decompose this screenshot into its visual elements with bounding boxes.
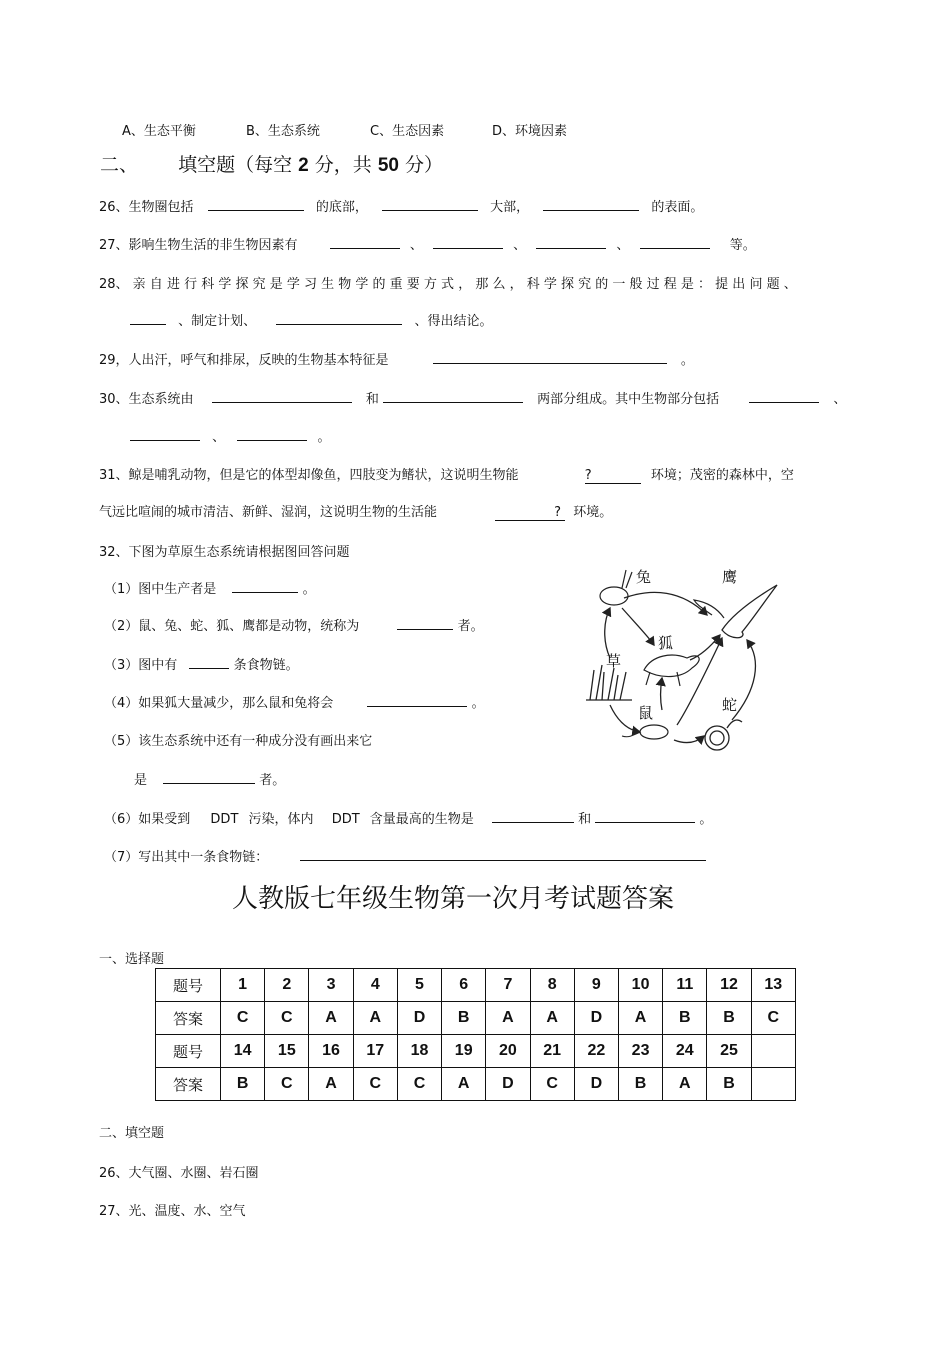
q31-text-b: 环境；茂密的森林中，空 bbox=[650, 468, 794, 483]
q32-s3-blank[interactable] bbox=[189, 654, 229, 669]
q26-text-b: 的底部， bbox=[315, 200, 368, 215]
question-27 bbox=[99, 234, 756, 253]
q32-sub-1 bbox=[104, 578, 316, 597]
q32-s2-blank[interactable] bbox=[397, 615, 453, 630]
table-cell: B bbox=[442, 1002, 486, 1035]
q29-blank[interactable] bbox=[433, 349, 667, 364]
table-cell: 10 bbox=[618, 969, 662, 1002]
option-b: B、生态系统 bbox=[246, 124, 320, 139]
q32-s4-text: （4）如果狐大量减少，那么鼠和兔将会 bbox=[104, 696, 334, 711]
table-cell: 5 bbox=[397, 969, 441, 1002]
table-cell: A bbox=[663, 1068, 707, 1101]
q30-blank-5[interactable] bbox=[237, 426, 307, 441]
table-cell: 15 bbox=[265, 1035, 309, 1068]
table-cell: C bbox=[751, 1002, 795, 1035]
q27-sep-3: 、 bbox=[616, 238, 630, 253]
rabbit-label: 兔 bbox=[636, 568, 652, 586]
rabbit-figure bbox=[600, 570, 632, 605]
table-cell: 8 bbox=[530, 969, 574, 1002]
snake-figure bbox=[705, 720, 742, 750]
q32-sub-5: （5）该生态系统中还有一种成分没有画出来它 bbox=[104, 734, 373, 749]
table-cell bbox=[751, 1068, 795, 1101]
q27-blank-1[interactable] bbox=[330, 234, 400, 249]
table-cell: D bbox=[574, 1002, 618, 1035]
table-cell: 19 bbox=[442, 1035, 486, 1068]
table-cell: C bbox=[530, 1068, 574, 1101]
q32-s6-ddt-1: DDT bbox=[210, 812, 239, 827]
q32-sub-4 bbox=[104, 692, 485, 711]
grass-figure bbox=[586, 665, 632, 700]
q32-s2-text: （2）鼠、兔、蛇、狐、鹰都是动物，统称为 bbox=[104, 619, 360, 634]
table-cell: 9 bbox=[574, 969, 618, 1002]
option-c: C、生态因素 bbox=[370, 124, 445, 139]
food-web-diagram bbox=[582, 560, 782, 760]
q32-s3-end: 条食物链。 bbox=[233, 658, 299, 673]
section2-total: 50 bbox=[377, 155, 399, 176]
table-cell: D bbox=[397, 1002, 441, 1035]
arrow-mouse-snake bbox=[674, 736, 704, 743]
q31-line1 bbox=[99, 464, 794, 484]
table-cell: C bbox=[397, 1068, 441, 1101]
table-cell: D bbox=[574, 1068, 618, 1101]
table-cell: 18 bbox=[397, 1035, 441, 1068]
q30-blank-2[interactable] bbox=[383, 388, 523, 403]
q32-s6-blank-2[interactable] bbox=[595, 808, 695, 823]
q32-s6-and: 和 bbox=[578, 812, 592, 827]
q32-intro: 32、下图为草原生态系统请根据图回答问题 bbox=[99, 545, 350, 560]
q32-s6-text-c: 污染，体内 bbox=[248, 812, 314, 827]
snake-label: 蛇 bbox=[722, 696, 738, 714]
eagle-label: 鹰 bbox=[722, 568, 738, 586]
table-cell: 23 bbox=[618, 1035, 662, 1068]
table-cell: B bbox=[618, 1068, 662, 1101]
row-label: 答案 bbox=[156, 1002, 221, 1035]
q30-blank-4[interactable] bbox=[130, 426, 200, 441]
q32-s4-blank[interactable] bbox=[367, 692, 467, 707]
table-row bbox=[156, 1068, 796, 1101]
q28-blank-1[interactable] bbox=[130, 310, 166, 325]
table-cell: 20 bbox=[486, 1035, 530, 1068]
arrow-rabbit-fox bbox=[622, 608, 654, 645]
table-cell: B bbox=[707, 1002, 751, 1035]
table-cell: C bbox=[221, 1002, 265, 1035]
q29-end: 。 bbox=[680, 353, 694, 368]
table-cell: 12 bbox=[707, 969, 751, 1002]
section2-title: 填空题（每空 bbox=[178, 154, 293, 176]
table-row bbox=[156, 1035, 796, 1068]
table-cell: A bbox=[309, 1068, 353, 1101]
question-29 bbox=[99, 349, 694, 368]
table-cell: 14 bbox=[221, 1035, 265, 1068]
q32-s2-end: 者。 bbox=[457, 619, 484, 634]
q32-sub-6 bbox=[104, 808, 712, 827]
q27-blank-2[interactable] bbox=[433, 234, 503, 249]
q32-s7-text: （7）写出其中一条食物链： bbox=[104, 850, 269, 865]
q31-blank-2[interactable] bbox=[495, 505, 565, 521]
q32-s1-text: （1）图中生产者是 bbox=[104, 582, 217, 597]
q26-text-a: 26、生物圈包括 bbox=[99, 200, 194, 215]
table-cell: 11 bbox=[663, 969, 707, 1002]
arrow-mouse-eagle bbox=[677, 638, 722, 725]
fox-label: 狐 bbox=[658, 634, 674, 652]
answer-27: 27、光、温度、水、空气 bbox=[99, 1204, 246, 1219]
answer-title: 人教版七年级生物第一次月考试题答案 bbox=[232, 884, 675, 914]
table-cell: 7 bbox=[486, 969, 530, 1002]
q30-blank-1[interactable] bbox=[212, 388, 352, 403]
q28-end: 、得出结论。 bbox=[414, 314, 493, 329]
table-cell: C bbox=[265, 1002, 309, 1035]
question-30 bbox=[99, 388, 846, 407]
q30-end: 。 bbox=[317, 430, 331, 445]
q27-blank-4[interactable] bbox=[640, 234, 710, 249]
q32-s6-ddt-2: DDT bbox=[331, 812, 360, 827]
table-cell: A bbox=[486, 1002, 530, 1035]
q26-blank-3[interactable] bbox=[543, 196, 639, 211]
table-cell: B bbox=[221, 1068, 265, 1101]
section2-points: 2 bbox=[298, 155, 309, 176]
q26-text-d: 的表面。 bbox=[651, 200, 704, 215]
q27-sep-2: 、 bbox=[513, 238, 527, 253]
q31-mark-2: ? bbox=[554, 505, 562, 520]
row-label: 题号 bbox=[156, 969, 221, 1002]
section2-number: 二、 bbox=[100, 154, 139, 176]
table-cell: C bbox=[265, 1068, 309, 1101]
q32-s6-text-a: （6）如果受到 bbox=[104, 812, 191, 827]
q28-line2 bbox=[130, 310, 492, 329]
q32-s1-blank[interactable] bbox=[232, 578, 298, 593]
q30-line2 bbox=[130, 426, 330, 445]
grass-label: 草 bbox=[606, 652, 622, 670]
option-d: D、环境因素 bbox=[492, 124, 568, 139]
q32-sub-2 bbox=[104, 615, 484, 634]
q32-s3-text: （3）图中有 bbox=[104, 658, 178, 673]
question-26 bbox=[99, 196, 703, 215]
mouse-label: 鼠 bbox=[638, 704, 654, 722]
table-row bbox=[156, 1002, 796, 1035]
q32-s6-text-e: 含量最高的生物是 bbox=[369, 812, 474, 827]
q32-sub-5-line2 bbox=[134, 769, 285, 788]
q26-text-c: 大部， bbox=[490, 200, 530, 215]
table-cell: B bbox=[707, 1068, 751, 1101]
eagle-figure bbox=[694, 585, 777, 638]
table-cell: 25 bbox=[707, 1035, 751, 1068]
table-cell: A bbox=[442, 1068, 486, 1101]
answer-section-1: 一、选择题 bbox=[99, 952, 165, 967]
table-row bbox=[156, 969, 796, 1002]
q31-mark-1: ? bbox=[584, 468, 592, 483]
table-cell: 24 bbox=[663, 1035, 707, 1068]
table-cell: 6 bbox=[442, 969, 486, 1002]
q31-text-d: 环境。 bbox=[573, 505, 613, 520]
q30-text-a: 30、生态系统由 bbox=[99, 392, 194, 407]
section2-mid: 分，共 bbox=[314, 154, 372, 176]
answer-26: 26、大气圈、水圈、岩石圈 bbox=[99, 1166, 259, 1181]
q29-text: 29，人出汗，呼气和排尿，反映的生物基本特征是 bbox=[99, 353, 389, 368]
answer-section-2: 二、填空题 bbox=[99, 1126, 165, 1141]
q26-blank-2[interactable] bbox=[382, 196, 478, 211]
table-cell: A bbox=[618, 1002, 662, 1035]
q30-sep-2: 、 bbox=[212, 430, 226, 445]
q31-text-c: 气远比喧闹的城市清洁、新鲜、湿润，这说明生物的生活能 bbox=[99, 505, 438, 520]
q26-blank-1[interactable] bbox=[208, 196, 304, 211]
table-cell: A bbox=[530, 1002, 574, 1035]
table-cell: 3 bbox=[309, 969, 353, 1002]
arrow-mouse-fox bbox=[661, 678, 663, 710]
table-cell: 1 bbox=[221, 969, 265, 1002]
q30-sep-1: 、 bbox=[833, 392, 847, 407]
q32-s1-end: 。 bbox=[302, 582, 316, 597]
table-cell: A bbox=[353, 1002, 397, 1035]
q32-s5-end: 者。 bbox=[259, 773, 286, 788]
q32-s6-end: 。 bbox=[699, 812, 713, 827]
q28-blank-2[interactable] bbox=[276, 310, 402, 325]
answer-table bbox=[155, 968, 796, 1101]
q32-s5-blank[interactable] bbox=[163, 769, 255, 784]
q31-line2 bbox=[99, 501, 612, 521]
q30-blank-3[interactable] bbox=[749, 388, 819, 403]
q32-s7-blank[interactable] bbox=[300, 846, 706, 861]
q27-end: 等。 bbox=[729, 238, 756, 253]
section2-end: 分） bbox=[405, 154, 444, 176]
table-cell: B bbox=[663, 1002, 707, 1035]
arrow-rabbit-eagle bbox=[624, 592, 707, 615]
q32-sub-7 bbox=[104, 846, 706, 865]
q32-sub-3 bbox=[104, 654, 299, 673]
section2-heading bbox=[100, 150, 443, 177]
q30-text-c: 两部分组成。其中生物部分包括 bbox=[537, 392, 720, 407]
arrow-grass-rabbit bbox=[605, 608, 610, 658]
table-cell: C bbox=[353, 1068, 397, 1101]
arrow-grass-mouse bbox=[610, 705, 640, 732]
q28-mid: 、制定计划、 bbox=[178, 314, 257, 329]
q28-line1: 28、 亲 自 进 行 科 学 探 究 是 学 习 生 物 学 的 重 要 方 式 ， 那 么 ， 科 学 探 究 的 一 般 过 程 是 ： 提 出 问 题 、 bbox=[99, 277, 797, 292]
q31-blank-1[interactable] bbox=[585, 468, 641, 484]
table-cell: 4 bbox=[353, 969, 397, 1002]
q32-s5-text-b: 是 bbox=[134, 773, 148, 788]
row-label: 题号 bbox=[156, 1035, 221, 1068]
q32-s6-blank-1[interactable] bbox=[492, 808, 574, 823]
q32-s4-end: 。 bbox=[471, 696, 485, 711]
table-cell: 13 bbox=[751, 969, 795, 1002]
q27-text-a: 27、影响生物生活的非生物因素有 bbox=[99, 238, 298, 253]
q27-blank-3[interactable] bbox=[536, 234, 606, 249]
q30-text-b: 和 bbox=[365, 392, 379, 407]
q27-sep-1: 、 bbox=[409, 238, 423, 253]
table-cell: 22 bbox=[574, 1035, 618, 1068]
row-label: 答案 bbox=[156, 1068, 221, 1101]
mouse-figure bbox=[622, 725, 668, 739]
table-cell: D bbox=[486, 1068, 530, 1101]
table-cell bbox=[751, 1035, 795, 1068]
table-cell: 16 bbox=[309, 1035, 353, 1068]
table-cell: A bbox=[309, 1002, 353, 1035]
q31-text-a: 31、鲸是哺乳动物，但是它的体型却像鱼，四肢变为鳍状，这说明生物能 bbox=[99, 468, 519, 483]
table-cell: 21 bbox=[530, 1035, 574, 1068]
option-a: A、生态平衡 bbox=[122, 124, 196, 139]
table-cell: 2 bbox=[265, 969, 309, 1002]
table-cell: 17 bbox=[353, 1035, 397, 1068]
